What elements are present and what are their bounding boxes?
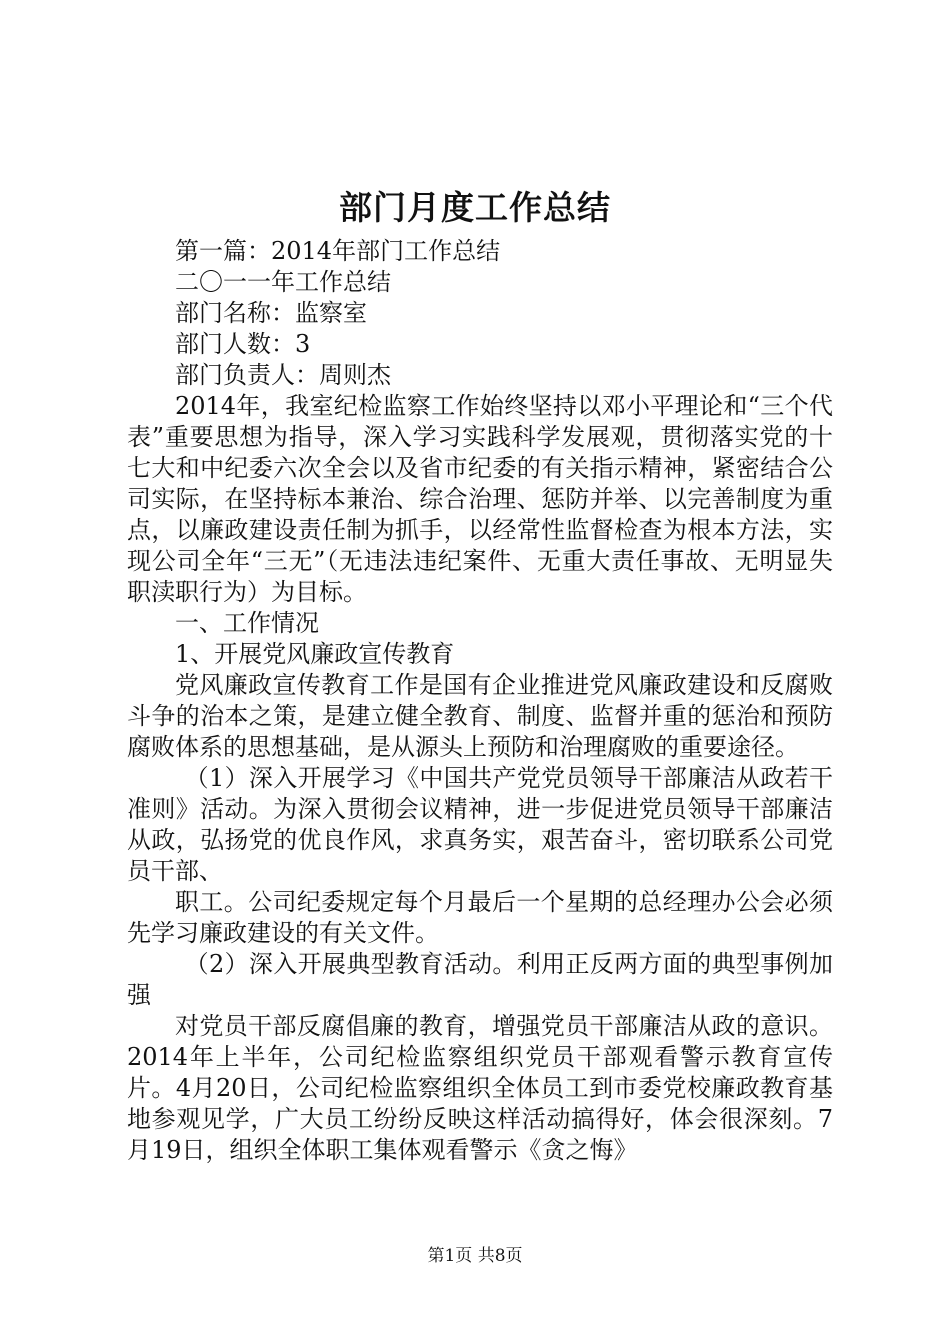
paragraph: 职工。公司纪委规定每个月最后一个星期的总经理办公会必须先学习廉政建设的有关文件。 xyxy=(127,888,833,947)
paragraph: 2014年，我室纪检监察工作始终坚持以邓小平理论和“三个代表”重要思想为指导，深入学习实践科学发展观，贯彻落实党的十七大和中纪委六次全会以及省市纪委的有关指示精神，紧密结合公司实际，在坚持标本兼治、综合治理、惩防并举、以完善制度为重点，以廉政建设责任制为抓手，以经常性监督检查为根本方法，实现公司全年“三无”（无违法违纪案件、无重大责任事故、无明显失职渎职行为）为目标。 xyxy=(127,392,833,606)
paragraph: 部门人数：3 xyxy=(175,330,311,358)
paragraph: （1）深入开展学习《中国共产党党员领导干部廉洁从政若干准则》活动。为深入贯彻会议精神，进一步促进党员领导干部廉洁从政，弘扬党的优良作风，求真务实，艰苦奋斗，密切联系公司党员干部、 xyxy=(127,764,833,885)
paragraph: 部门名称：监察室 xyxy=(175,299,367,327)
paragraph: 党风廉政宣传教育工作是国有企业推进党风廉政建设和反腐败斗争的治本之策，是建立健全教育、制度、监督并重的惩治和预防腐败体系的思想基础，是从源头上预防和治理腐败的重要途径。 xyxy=(127,671,833,761)
paragraph: 部门负责人：周则杰 xyxy=(175,361,391,389)
paragraph: 第一篇：2014年部门工作总结 xyxy=(175,237,501,265)
document-title: 部门月度工作总结 xyxy=(339,188,611,227)
paragraph: 二〇一一年工作总结 xyxy=(175,268,391,296)
paragraph: （2）深入开展典型教育活动。利用正反两方面的典型事例加强 xyxy=(127,950,833,1009)
document-body xyxy=(127,236,833,1166)
page-number-footer: 第1页 共8页 xyxy=(427,1246,523,1266)
section-heading: 一、工作情况 xyxy=(175,609,319,637)
paragraph: 对党员干部反腐倡廉的教育，增强党员干部廉洁从政的意识。2014年上半年，公司纪检监察组织党员干部观看警示教育宣传片。4月20日，公司纪检监察组织全体员工到市委党校廉政教育基地参观见学，广大员工纷纷反映这样活动搞得好，体会很深刻。7月19日，组织全体职工集体观看警示《贪之悔》 xyxy=(127,1012,833,1164)
subsection-heading: 1、开展党风廉政宣传教育 xyxy=(175,640,455,668)
